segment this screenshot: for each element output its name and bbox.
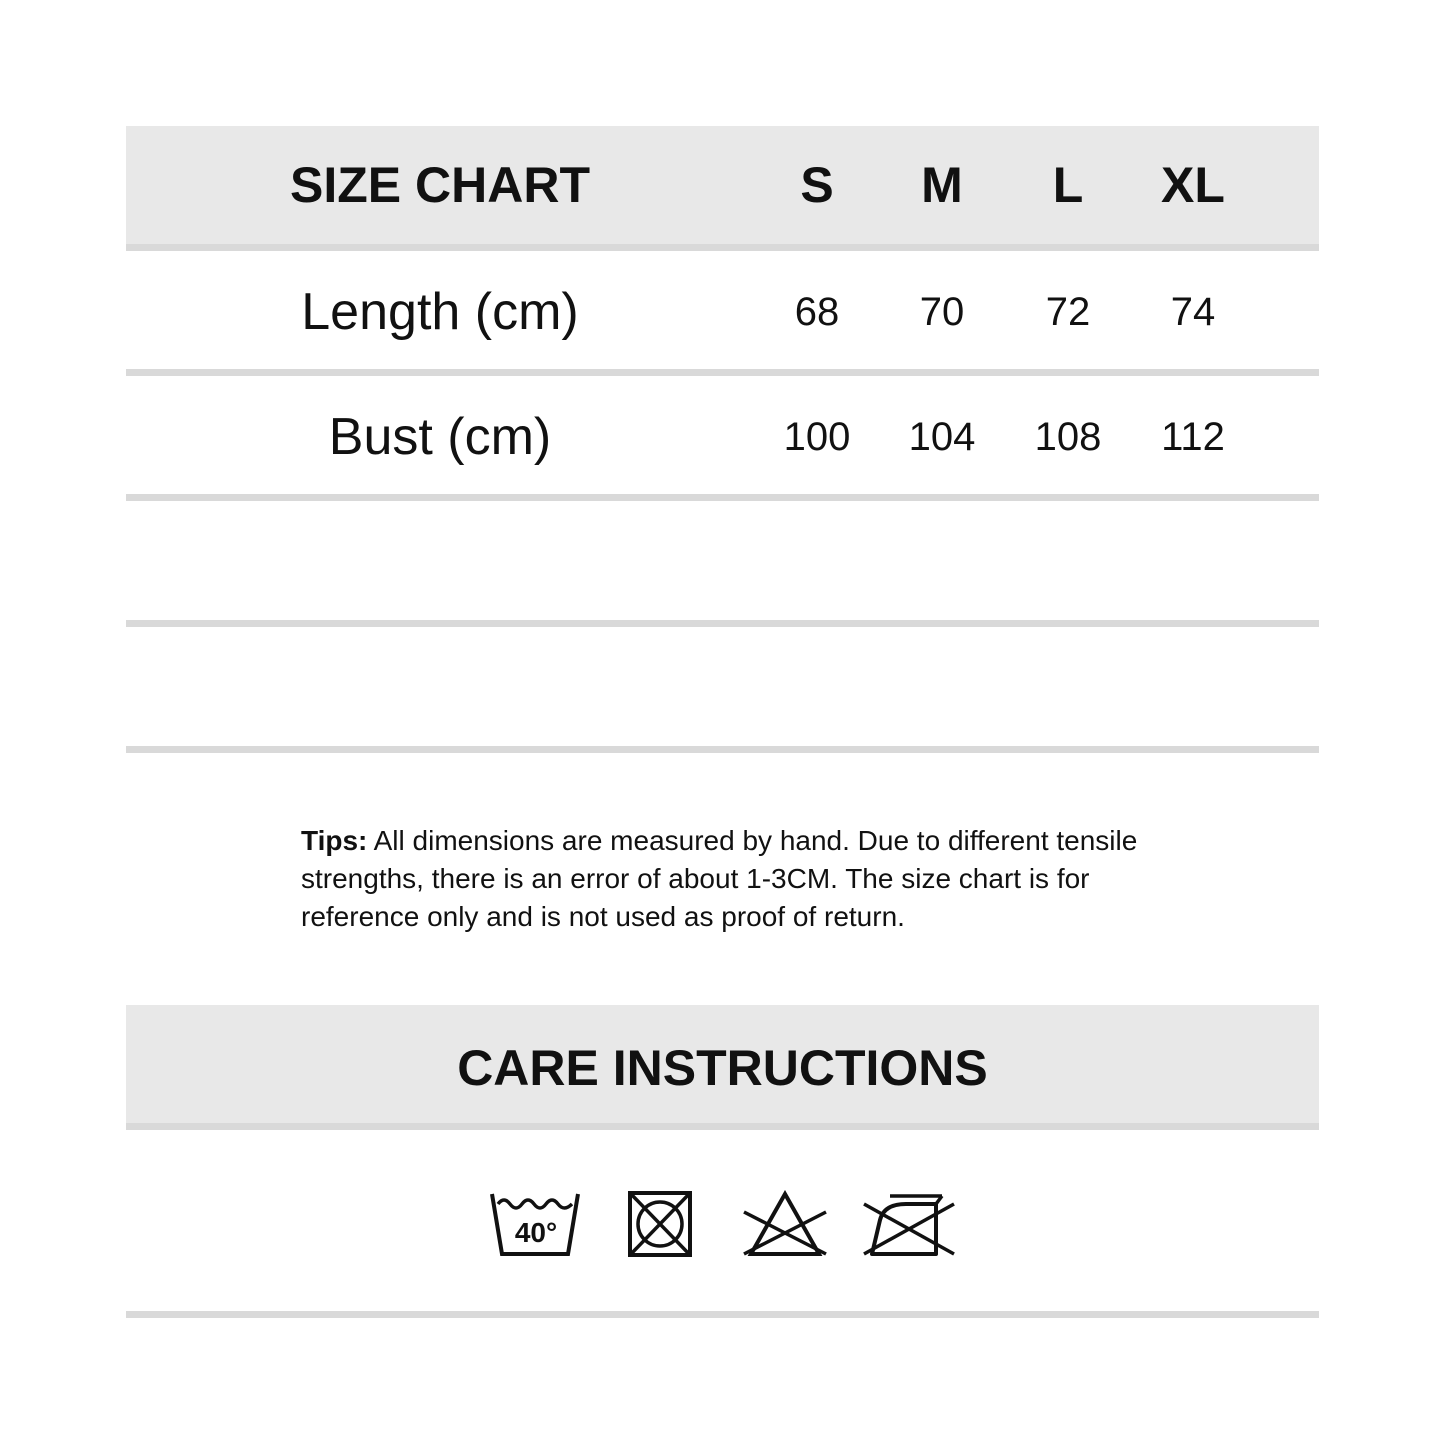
wash-temperature: 40° [514,1217,558,1248]
wash-40-icon [488,1188,582,1260]
care-instructions-title: CARE INSTRUCTIONS [457,1040,988,1096]
size-header-xl: XL [1161,157,1225,213]
bust-s: 100 [783,415,851,459]
divider [126,746,1319,753]
tips-text: All dimensions are measured by hand. Due to different tensile strengths, there is an error of about 1-3CM. The size chart is for reference only and is not used as proof of return. [301,825,1138,932]
divider [126,244,1319,251]
length-xl: 74 [1170,290,1216,334]
size-header-m: M [921,157,963,213]
divider [126,1123,1319,1130]
divider [126,369,1319,376]
size-header-s: S [800,157,834,213]
length-m: 70 [919,290,965,334]
tips-note [301,822,1161,936]
tips-label: Tips: [301,825,368,856]
divider [126,620,1319,627]
do-not-tumble-dry-icon [627,1190,693,1258]
do-not-iron-icon [862,1190,958,1258]
length-s: 68 [794,290,840,334]
row-label-bust: Bust (cm) [328,408,552,466]
bust-l: 108 [1034,415,1102,459]
size-header-l: L [1052,157,1084,213]
bust-m: 104 [908,415,976,459]
length-l: 72 [1045,290,1091,334]
size-chart-title: SIZE CHART [290,157,590,213]
divider [126,494,1319,501]
bust-xl: 112 [1161,415,1225,459]
row-label-length: Length (cm) [301,283,579,341]
divider [126,1311,1319,1318]
do-not-bleach-icon [742,1190,828,1258]
